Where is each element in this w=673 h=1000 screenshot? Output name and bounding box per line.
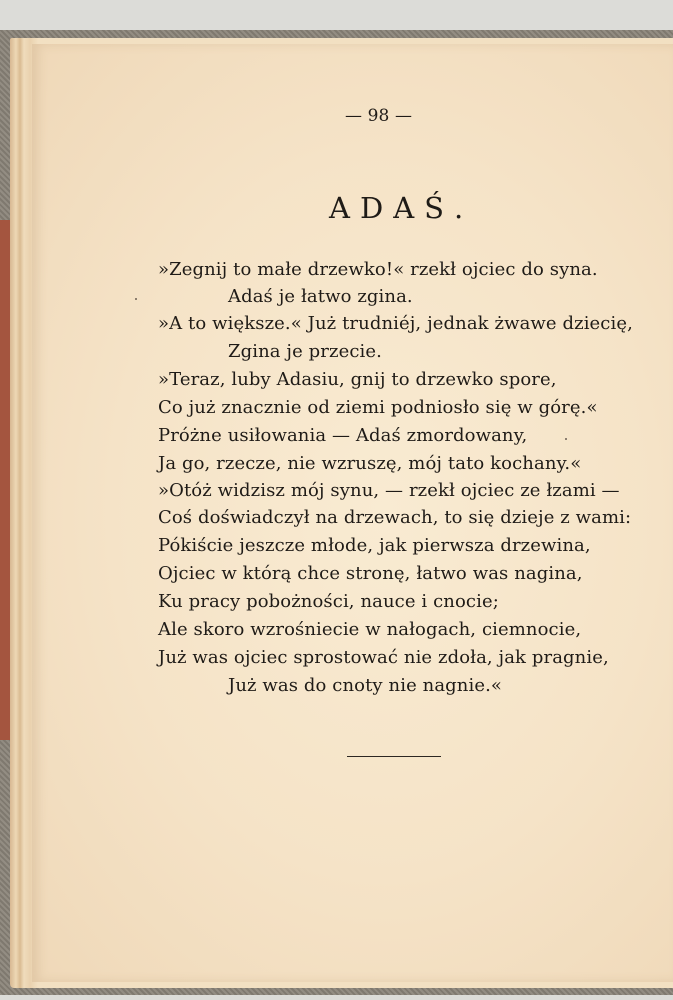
poem-line: Ku pracy pobożności, nauce i cnocie; <box>158 591 499 612</box>
poem-line: Próżne usiłowania — Adaś zmordowany, <box>158 425 528 446</box>
poem-line: Co już znacznie od ziemi podniosło się w górę.« <box>158 397 598 418</box>
book-spine-red-edge <box>0 220 10 740</box>
poem-line: Już was ojciec sprostować nie zdoła, jak pragnie, <box>158 647 609 668</box>
poem-line: Ojciec w którą chce stronę, łatwo was nagina, <box>158 563 583 584</box>
paper-speck <box>135 298 137 300</box>
poem-line: Zgina je przecie. <box>228 341 382 362</box>
poem-line: Pókiście jeszcze młode, jak pierwsza drzewina, <box>158 535 591 556</box>
page-number: — 98 — <box>345 106 413 126</box>
poem-line: Adaś je łatwo zgina. <box>228 286 413 307</box>
poem-line: Ale skoro wzrośniecie w nałogach, ciemnocie, <box>158 619 582 640</box>
poem-line: »Teraz, luby Adasiu, gnij to drzewko spore, <box>158 369 557 390</box>
poem-line: »Zegnij to małe drzewko!« rzekł ojciec do syna. <box>158 259 598 280</box>
poem-line: Już was do cnoty nie nagnie.« <box>228 675 503 696</box>
poem-line: »Otóż widzisz mój synu, — rzekł ojciec ze łzami — <box>158 480 620 501</box>
poem-line: Coś doświadczył na drzewach, to się dzieje z wami: <box>158 507 632 528</box>
paper-speck <box>565 438 567 440</box>
poem-title: ADAŚ. <box>329 191 474 225</box>
closing-rule <box>347 756 441 757</box>
poem-line: Ja go, rzecze, nie wzruszę, mój tato kochany.« <box>158 453 582 474</box>
poem-line: »A to większe.« Już trudniéj, jednak żwawe dziecię, <box>158 313 633 334</box>
